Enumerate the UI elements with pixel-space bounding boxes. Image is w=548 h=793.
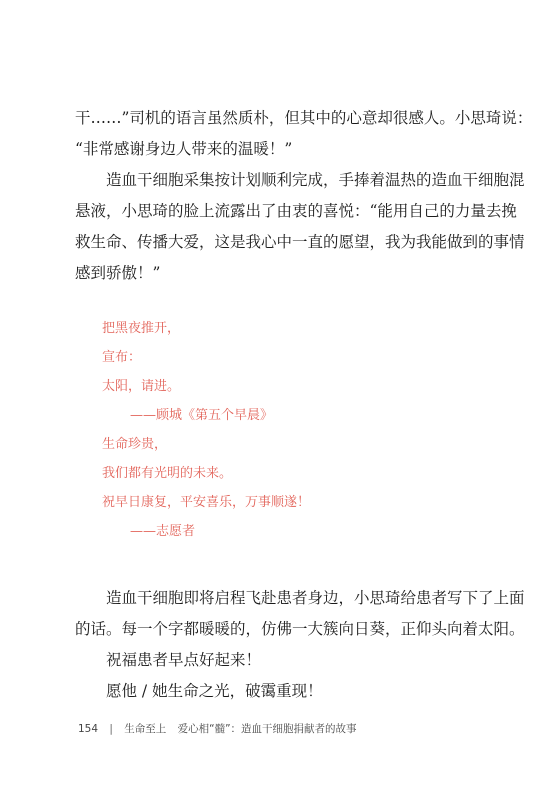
paragraph-line: 感到骄傲！” bbox=[75, 264, 161, 282]
paragraph-line: 造血干细胞即将启程飞赴患者身边，小思琦给患者写下了上面 bbox=[106, 589, 525, 607]
book-title: 爱心相“髓”：造血干细胞捐献者的故事 bbox=[177, 723, 357, 735]
paragraph-line: 的话。每一个字都暖暖的，仿佛一大簇向日葵，正仰头向着太阳。 bbox=[75, 620, 525, 638]
paragraph-line: 救生命、传播大爱，这是我心中一直的愿望，我为我能做到的事情 bbox=[75, 233, 525, 251]
paragraph-line: 悬液，小思琦的脸上流露出了由衷的喜悦：“能用自己的力量去挽 bbox=[75, 202, 517, 220]
poem-line: 太阳，请进。 bbox=[102, 379, 181, 394]
paragraph-line: 干……”司机的语言虽然质朴，但其中的心意却很感人。小思琦说： bbox=[75, 109, 533, 127]
paragraph-2 bbox=[75, 165, 525, 289]
paragraph-3 bbox=[75, 583, 525, 707]
poem-block bbox=[102, 314, 422, 546]
page-footer bbox=[78, 721, 365, 736]
poem-line: 宣布： bbox=[102, 350, 142, 365]
paragraph-line: 愿他 / 她生命之光，破霭重现！ bbox=[106, 682, 323, 700]
paragraph-line: 造血干细胞采集按计划顺利完成，手捧着温热的造血干细胞混 bbox=[106, 171, 525, 189]
section-title: 生命至上 bbox=[124, 723, 167, 735]
poem-line: 生命珍贵， bbox=[102, 437, 168, 452]
footer-separator: | bbox=[109, 723, 113, 735]
poem-attribution: ——志愿者 bbox=[130, 524, 196, 539]
paragraph-1 bbox=[75, 103, 533, 165]
poem-line: 我们都有光明的未来。 bbox=[102, 466, 233, 481]
paragraph-line: 祝福患者早点好起来！ bbox=[106, 651, 262, 669]
poem-line: 把黑夜推开， bbox=[102, 321, 181, 336]
paragraph-line: “非常感谢身边人带来的温暖！” bbox=[75, 140, 293, 158]
poem-attribution: ——顾城《第五个早晨》 bbox=[130, 408, 274, 423]
poem-line: 祝早日康复，平安喜乐，万事顺遂！ bbox=[102, 495, 311, 510]
page-number: 154 bbox=[78, 723, 99, 735]
